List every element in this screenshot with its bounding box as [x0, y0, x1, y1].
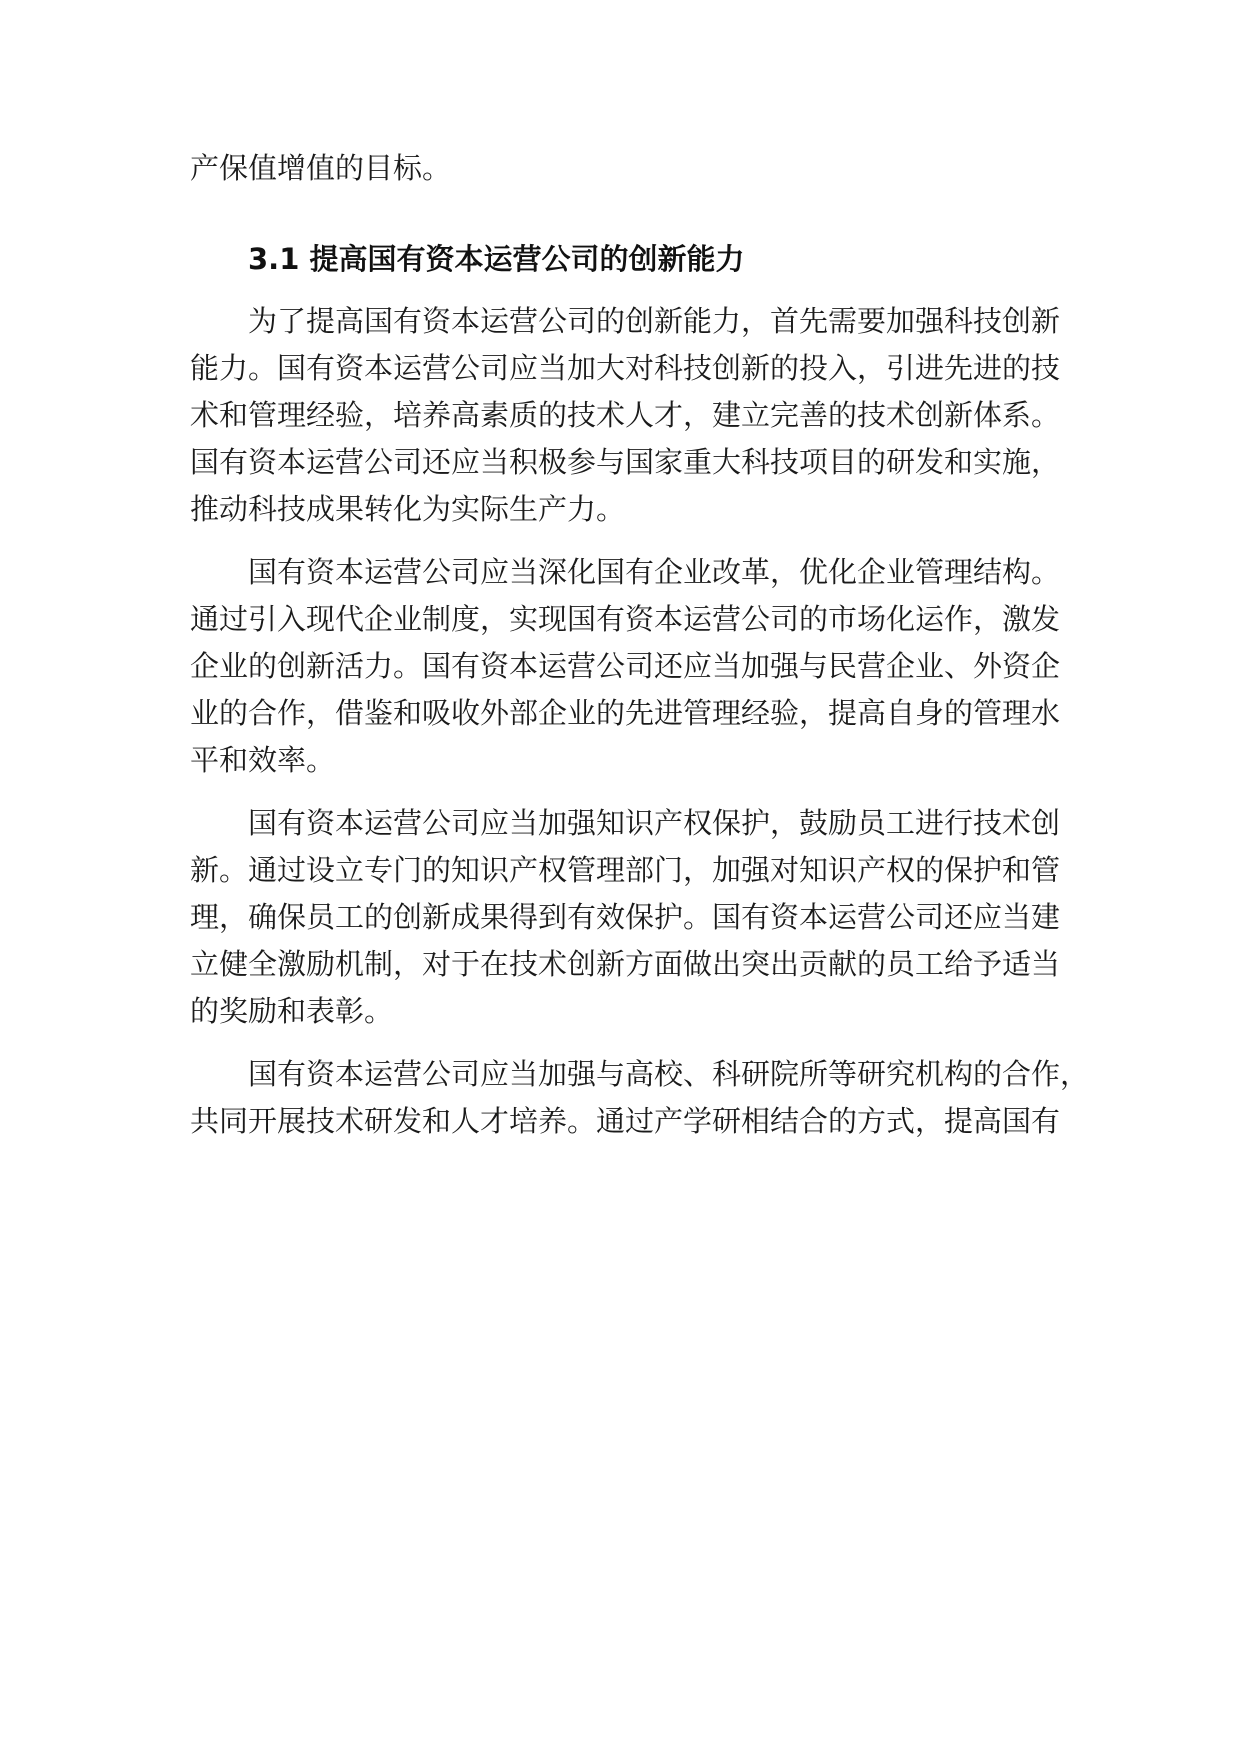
text-line: 国有资本运营公司还应当积极参与国家重大科技项目的研发和实施， — [190, 445, 1061, 479]
text-line: 产保值增值的目标。 — [190, 151, 452, 185]
text-line: 企业的创新活力。国有资本运营公司还应当加强与民营企业、外资企 — [190, 649, 1061, 683]
paragraph-3 — [190, 800, 1061, 1035]
text-line: 新。通过设立专门的知识产权管理部门，加强对知识产权的保护和管 — [190, 853, 1061, 887]
text-line: 国有资本运营公司应当加强与高校、科研院所等研究机构的合作， — [248, 1057, 1090, 1091]
continuation-paragraph — [190, 145, 1052, 192]
text-line: 术和管理经验，培养高素质的技术人才，建立完善的技术创新体系。 — [190, 398, 1061, 432]
section-heading: 3.1 提高国有资本运营公司的创新能力 — [248, 242, 745, 276]
text-line: 国有资本运营公司应当深化国有企业改革，优化企业管理结构。 — [248, 555, 1061, 589]
text-line: 为了提高国有资本运营公司的创新能力，首先需要加强科技创新 — [248, 304, 1061, 338]
text-line: 的奖励和表彰。 — [190, 994, 394, 1028]
paragraph-1 — [190, 298, 1061, 533]
paragraph-4 — [190, 1051, 1090, 1145]
text-line: 平和效率。 — [190, 743, 336, 777]
text-line: 国有资本运营公司应当加强知识产权保护，鼓励员工进行技术创 — [248, 806, 1061, 840]
text-line: 理，确保员工的创新成果得到有效保护。国有资本运营公司还应当建 — [190, 900, 1061, 934]
text-line: 立健全激励机制，对于在技术创新方面做出突出贡献的员工给予适当 — [190, 947, 1061, 981]
text-line: 业的合作，借鉴和吸收外部企业的先进管理经验，提高自身的管理水 — [190, 696, 1061, 730]
text-line: 推动科技成果转化为实际生产力。 — [190, 492, 626, 526]
document-body — [190, 145, 1090, 1161]
paragraph-2 — [190, 549, 1061, 784]
text-line: 通过引入现代企业制度，实现国有资本运营公司的市场化运作，激发 — [190, 602, 1061, 636]
text-line: 能力。国有资本运营公司应当加大对科技创新的投入，引进先进的技 — [190, 351, 1061, 385]
text-line: 共同开展技术研发和人才培养。通过产学研相结合的方式，提高国有 — [190, 1104, 1061, 1138]
